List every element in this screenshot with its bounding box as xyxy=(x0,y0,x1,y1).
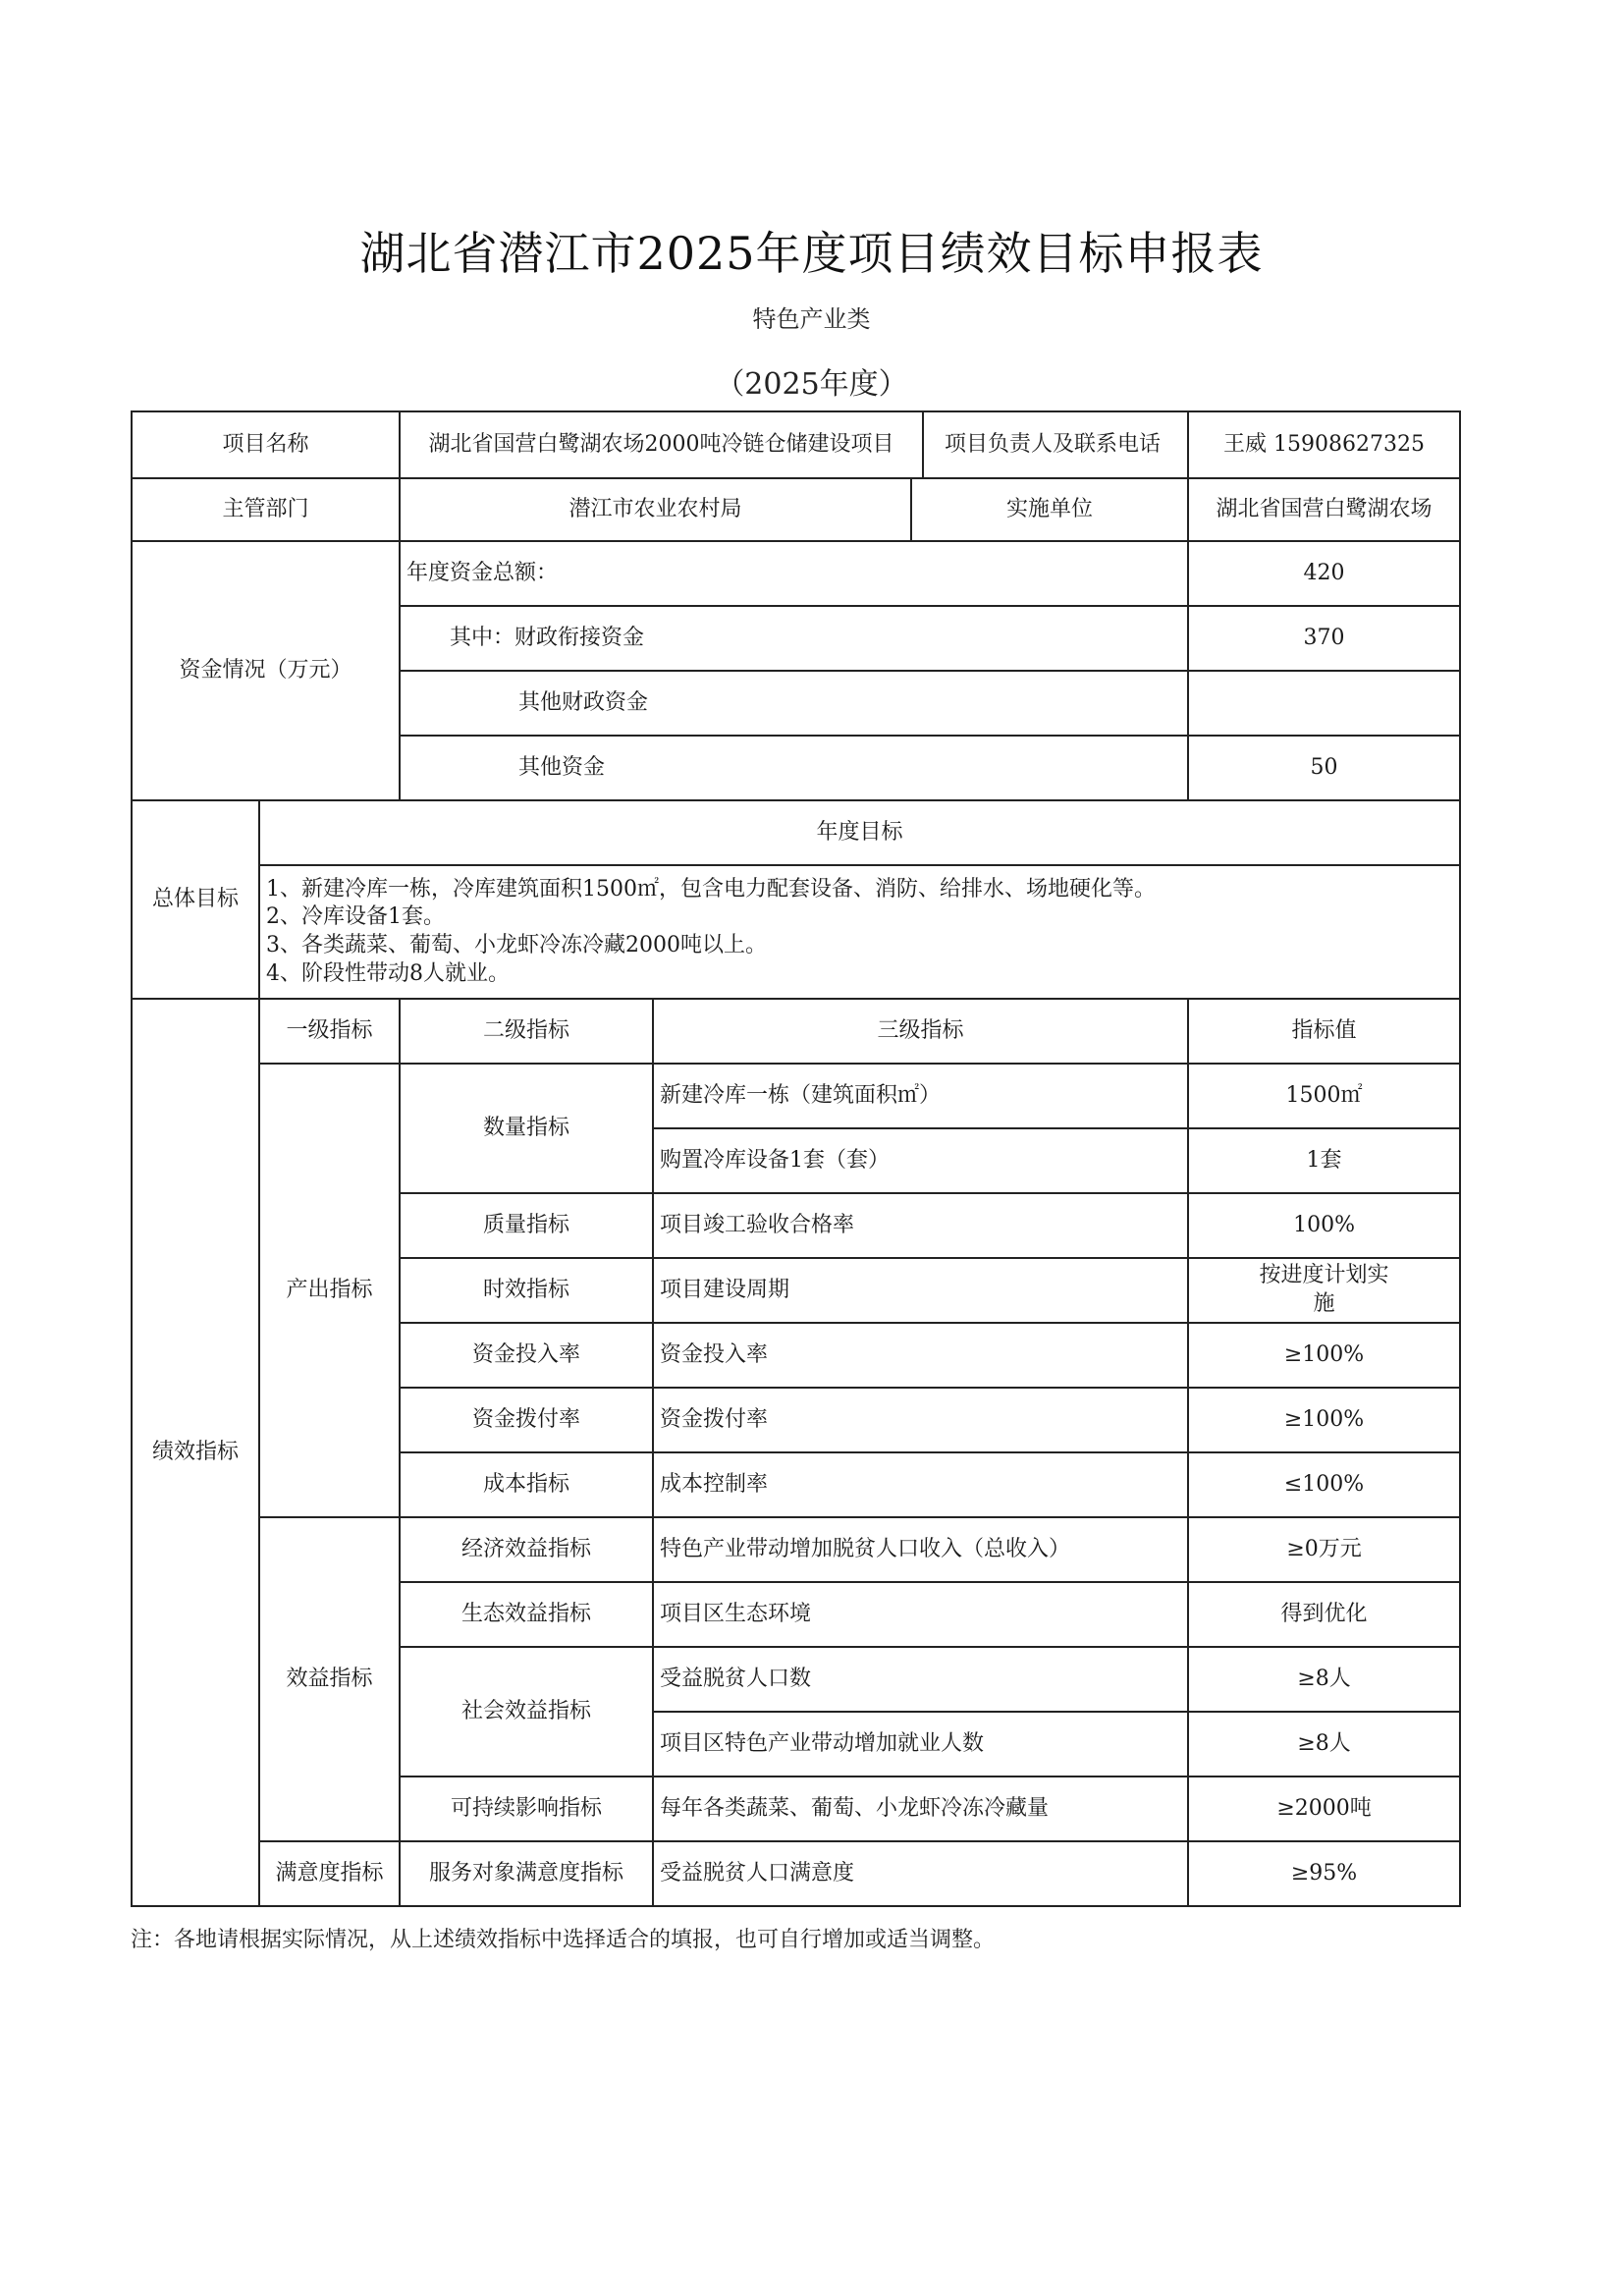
indicator-text: 购置冷库设备1套（套） xyxy=(653,1128,1188,1193)
performance-header-row xyxy=(132,999,1460,1064)
level2-sustainable: 可持续影响指标 xyxy=(400,1777,653,1841)
project-name-label: 项目名称 xyxy=(132,411,400,478)
funds-fiscal-label: 其中：财政衔接资金 xyxy=(400,606,1188,671)
footnote: 注：各地请根据实际情况，从上述绩效指标中选择适合的填报，也可自行增加或适当调整。 xyxy=(131,1928,996,1952)
indicator-value: ≥8人 xyxy=(1188,1647,1460,1712)
goal-item: 2、冷库设备1套。 xyxy=(266,904,445,930)
header-level3: 三级指标 xyxy=(653,999,1188,1064)
goal-item: 1、新建冷库一栋，冷库建筑面积1500㎡，包含电力配套设备、消防、给排水、场地硬化等。 xyxy=(266,876,1156,902)
level2-cost: 成本指标 xyxy=(400,1452,653,1517)
performance-label: 绩效指标 xyxy=(132,999,259,1906)
contact-label: 项目负责人及联系电话 xyxy=(945,431,1162,457)
indicator-text: 受益脱贫人口数 xyxy=(653,1647,1188,1712)
level2-quantity: 数量指标 xyxy=(400,1064,653,1193)
performance-form-table xyxy=(131,410,1461,1907)
funds-label: 资金情况（万元） xyxy=(132,541,400,800)
level2-ecological: 生态效益指标 xyxy=(400,1582,653,1647)
indicator-value: 按进度计划实施 xyxy=(1188,1258,1460,1323)
indicator-text: 项目建设周期 xyxy=(653,1258,1188,1323)
indicator-value: ≥8人 xyxy=(1188,1712,1460,1777)
project-name-text: 湖北省国营白鹭湖农场2000吨冷链仓储建设项目 xyxy=(406,410,924,479)
contact-value: 王威 15908627325 xyxy=(1188,411,1460,478)
goal-item: 3、各类蔬菜、葡萄、小龙虾冷冻冷藏2000吨以上。 xyxy=(266,933,767,957)
level2-service: 服务对象满意度指标 xyxy=(400,1841,653,1906)
header-level2: 二级指标 xyxy=(400,999,653,1064)
unit-value: 湖北省国营白鹭湖农场 xyxy=(1188,478,1460,541)
level1-output: 产出指标 xyxy=(259,1064,400,1517)
indicator-row xyxy=(132,1517,1460,1582)
indicator-value: 1500㎡ xyxy=(1188,1064,1460,1128)
annual-goal-header: 年度目标 xyxy=(259,800,1460,865)
indicator-row xyxy=(132,1841,1460,1906)
department-cell xyxy=(400,478,1188,541)
level1-benefit: 效益指标 xyxy=(259,1517,400,1841)
level2-social: 社会效益指标 xyxy=(400,1647,653,1777)
indicator-text: 资金投入率 xyxy=(653,1323,1188,1388)
level2-economic: 经济效益指标 xyxy=(400,1517,653,1582)
department-row xyxy=(132,478,1460,541)
level2-timeliness: 时效指标 xyxy=(400,1258,653,1323)
funds-total-value: 420 xyxy=(1188,541,1460,606)
level2-pay-rate: 资金拨付率 xyxy=(400,1388,653,1452)
level2-invest-rate: 资金投入率 xyxy=(400,1323,653,1388)
indicator-text: 项目竣工验收合格率 xyxy=(653,1193,1188,1258)
level2-quality: 质量指标 xyxy=(400,1193,653,1258)
indicator-text: 成本控制率 xyxy=(653,1452,1188,1517)
funds-fiscal-value: 370 xyxy=(1188,606,1460,671)
page-subtitle: 特色产业类 xyxy=(752,305,871,333)
overall-goal-header-row xyxy=(132,800,1460,865)
indicator-value: ≥100% xyxy=(1188,1323,1460,1388)
report-year: （2025年度） xyxy=(715,367,908,402)
department-label: 主管部门 xyxy=(132,478,400,541)
indicator-row xyxy=(132,1064,1460,1128)
page-title: 湖北省潜江市2025年度项目绩效目标申报表 xyxy=(359,227,1264,280)
funds-other-fiscal-label: 其他财政资金 xyxy=(400,671,1188,736)
goal-item: 4、阶段性带动8人就业。 xyxy=(266,960,510,986)
overall-goal-content-row xyxy=(132,865,1460,999)
indicator-text: 每年各类蔬菜、葡萄、小龙虾冷冻冷藏量 xyxy=(653,1777,1188,1841)
header-level1: 一级指标 xyxy=(259,999,400,1064)
indicator-value: ≤100% xyxy=(1188,1452,1460,1517)
indicator-value: ≥95% xyxy=(1188,1841,1460,1906)
indicator-text: 受益脱贫人口满意度 xyxy=(653,1841,1188,1906)
annual-goal-content xyxy=(259,865,1460,999)
indicator-text: 项目区特色产业带动增加就业人数 xyxy=(653,1712,1188,1777)
funds-total-label: 年度资金总额： xyxy=(400,541,1188,606)
overall-goal-label: 总体目标 xyxy=(132,800,259,999)
funds-other-label: 其他资金 xyxy=(400,736,1188,800)
department-value: 潜江市农业农村局 xyxy=(401,479,912,540)
indicator-text: 新建冷库一栋（建筑面积㎡） xyxy=(653,1064,1188,1128)
funds-other-value: 50 xyxy=(1188,736,1460,800)
project-name-value xyxy=(400,411,1188,478)
funds-other-fiscal-value xyxy=(1188,671,1460,736)
indicator-text: 特色产业带动增加脱贫人口收入（总收入） xyxy=(653,1517,1188,1582)
funds-row xyxy=(132,541,1460,606)
indicator-value: ≥0万元 xyxy=(1188,1517,1460,1582)
indicator-value: 100% xyxy=(1188,1193,1460,1258)
project-name-row xyxy=(132,411,1460,478)
indicator-text: 资金拨付率 xyxy=(653,1388,1188,1452)
indicator-value: 得到优化 xyxy=(1188,1582,1460,1647)
indicator-value: ≥2000吨 xyxy=(1188,1777,1460,1841)
indicator-value: 1套 xyxy=(1188,1128,1460,1193)
header-value: 指标值 xyxy=(1188,999,1460,1064)
level1-satisfaction: 满意度指标 xyxy=(259,1841,400,1906)
indicator-value: ≥100% xyxy=(1188,1388,1460,1452)
unit-label: 实施单位 xyxy=(1006,496,1094,521)
indicator-text: 项目区生态环境 xyxy=(653,1582,1188,1647)
